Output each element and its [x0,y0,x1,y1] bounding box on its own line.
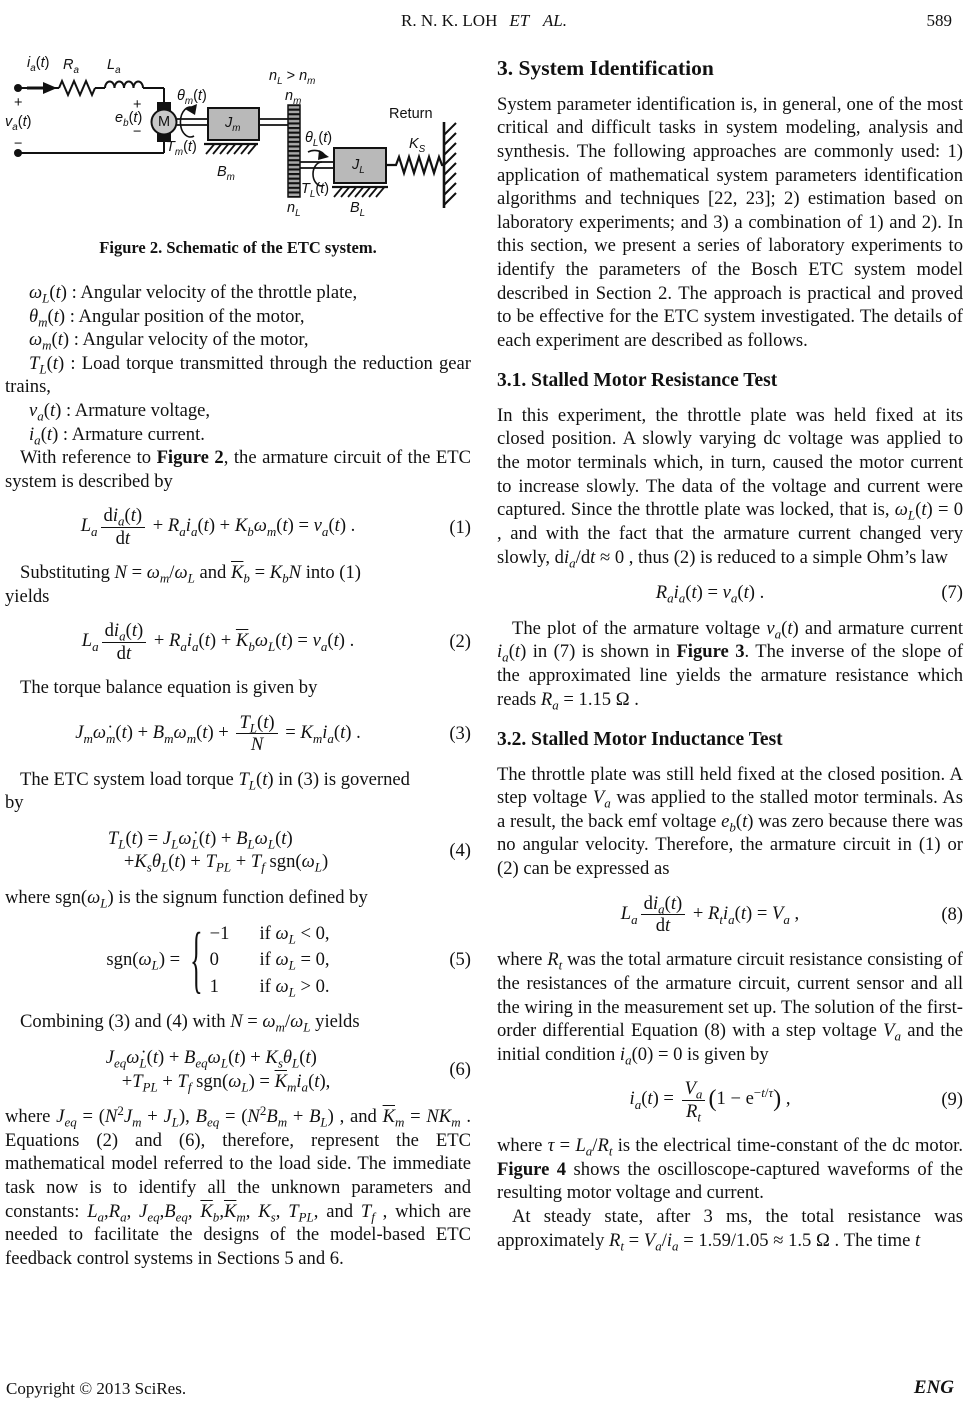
equation-7-number: (7) [941,582,963,604]
equation-1-number: (1) [449,516,471,538]
gear-motor-teeth-label: $n_m$ [285,88,302,107]
definition-i-a: $i_a(t)$ : Armature current. [29,423,205,448]
equation-4-number: (4) [449,839,471,861]
equation-8-body: $L_a$ $\frac{di_a(t)}{dt}$ + $R_ti_a(t) = V_a$ , [620,892,800,936]
gear-inequality-label: $n_L > n_m$ [269,68,316,87]
substituting-paragraph: Substituting $N = \omega_m/\omega_L$ and $\overline{K}_b = K_bN$ into (1) yields [5,562,361,607]
section-32-paragraph: The throttle plate was still held fixed at the closed position. A step voltage $V_a$ was applied to the stalled motor terminals. As a result, the back emf voltage $e_b(t)$ was zero because there was no angular velocity. Therefore, the armature circuit in (1) or (2) can be expressed as [497,763,963,880]
copyright-notice: Copyright © 2013 SciRes. [6,1379,187,1399]
motor-torque-label: $T_m(t)$ [166,139,197,158]
running-head-authors: R. N. K. LOH [401,11,498,30]
motor-damping-label: $B_m$ [217,164,235,183]
signum-paragraph: where $sgn(\omega_L)$ is the signum function defined by [5,886,368,911]
equation-8 [497,893,963,937]
spring-symbol [386,157,444,173]
motor-inertia-label: $J_m$ [225,115,241,134]
figure2 [5,55,471,259]
page-header [0,10,968,32]
resistor-symbol [59,81,95,95]
section-32-paragraph-3: where $\tau = L_a/R_t$ is the electrical time-constant of the dc motor. Figure 4 shows the oscilloscope-captured waveforms of the resulting motor voltage and current. [497,1135,963,1204]
equation-6-line2: $+T_{PL} + T_f$ $sgn(\omega_L) = \overline{K}_mi_a(t)$, [121,1070,331,1095]
section-31-paragraph: In this experiment, the throttle plate was held fixed at its closed position. A slowly varying dc voltage was applied to the motor terminals which, in turn, caused the motor current to increase slowly. The data of the voltage and current were captured. Since the throttle plate was locked, that is, $\omega_L(t) = 0$ , and with the fact that the armature current changed very slowly, $di_a/dt \approx 0$ , thus (2) is reduced to a simple Ohm’s law [497,404,963,571]
back-emf-label: $e_b(t)$ [115,110,143,129]
equation-6 [5,1046,471,1093]
case-cond-zero: if $\omega_L = 0$, [259,949,330,973]
section-32-paragraph-2: where $R_t$ was the total armature circuit resistance consisting of the resistances of the armature circuit, current sensor and all the wiring in the measurement set up. The solution of the first-order differential Equation (8) with a step voltage $V_a$ and the initial condition $i_a(0) = 0$ is given by [497,949,963,1068]
definition-omega-m: $\omega_m(t)$ : Angular velocity of the motor, [29,329,309,353]
armature-current-label: $i_a(t)$ [27,55,50,74]
equation-9-body: $i_a(t)$ = $\frac{V_a}{R_t}$ $(1 - e^{-t/\tau})$ , [629,1078,791,1125]
definition-omega-L: $\omega_L(t)$ : Angular velocity of the throttle plate, [29,281,358,306]
definition-v-a: $v_a(t)$ : Armature voltage, [29,400,211,424]
equation-9 [497,1078,963,1125]
equation-8-number: (8) [941,903,963,925]
gear-load-teeth-label: $n_L$ [287,200,301,219]
closing-paragraph: where $J_{eq} = (N^2J_m + J_L)$, $B_{eq} = (N^2B_m + B_L)$ , and $\overline{K}_m = NK_m$ . Equations (2) and (6), therefore, represent the ETC mathematical model referred to the load side. The immediate task now is to identify all the unknown parameters and constants: $L_a,R_a$, $J_{eq},B_{eq}$, $\overline{K}_b,\overline{K}_m$, $K_s$, $T_{PL}$, and $T_f$ , which are needed to facilitate the designs of the model-based ETC feedback control systems in Sections 5 and 6. [5,1103,472,1269]
definition-theta-m: $\theta_m(t)$ : Angular position of the motor, [29,305,305,330]
section-31-paragraph-2: The plot of the armature voltage $v_a(t)$ and armature current $i_a(t)$ in (7) is shown in Figure 3. The inverse of the slope of the approximated line yields the armature resistance which reads $R_a = 1.15$ Ω . [497,617,964,713]
combining-paragraph: Combining (3) and (4) with $N = \omega_m/\omega_L$ yields [20,1011,360,1036]
load-angle-label: $\theta_L(t)$ [305,130,333,149]
equation-2 [5,620,471,664]
equation-4 [5,827,471,874]
equation-6-line1: $J_{eq}\omegȧ_L(t) + B_{eq}\omega_L(t) + K_s\theta_L(t)$ [105,1047,317,1071]
load-inertia-label: $J_L$ [352,157,365,176]
case-value-zero: 0 [209,949,219,971]
page-number: 589 [926,11,952,30]
load-damping-label: $B_L$ [350,200,366,219]
gear-shaft-upper [259,119,288,125]
spring-constant-label: $K_S$ [409,136,426,155]
signum-cases [210,922,330,999]
source-voltage-label: $v_a(t)$ [5,114,32,133]
load-torque-paragraph: The ETC system load torque $T_L(t)$ in (3) is governed by [5,768,410,814]
left-column [5,54,471,1270]
inductance-label: $L_a$ [107,57,121,76]
equation-7-body: $R_ai_a(t) = v_a(t)$ . [655,582,765,606]
running-head [0,10,968,32]
equation-2-body: $L_a$ $\frac{di_a(t)}{dt}$ + $R_ai_a(t) + \overline{K}_b\omega_L(t) = v_a(t)$ . [81,620,355,664]
figure2-caption: Figure 2. Schematic of the ETC system. [99,238,377,257]
equation-3-number: (3) [449,722,471,744]
case-cond-neg: if $\omega_L < 0$, [259,922,330,947]
emf-plus-sign: + [133,97,142,113]
equation-3-body: $J_m\omegȧ_m(t) + B_m\omega_m(t)$ + $\frac{T_L(t)}{N}$ = $K_mi_a(t)$ . [75,711,361,756]
wall-hatch [444,122,456,208]
equation-5 [5,917,471,1003]
source-minus-sign: − [14,136,23,152]
load-torque-label: $T_L(t)$ [301,181,330,200]
resistance-label: $R_a$ [63,57,79,76]
return-label: Return [389,106,433,122]
rotation-arrow-motor [180,104,197,137]
equation-1-body: $L_a$ $\frac{di_a(t)}{dt}$ + $R_ai_a(t) + K_b\omega_m(t) = v_a(t)$ . [80,505,356,549]
section-31-title: 3.1. Stalled Motor Resistance Test [497,370,778,392]
equation-1 [5,505,471,549]
emf-minus-sign: − [133,124,142,140]
case-cond-pos: if $\omega_L > 0$. [259,975,330,1000]
equation-9-number: (9) [941,1089,963,1111]
torque-balance-paragraph: The torque balance equation is given by [20,677,318,699]
etc-schematic-drawing [5,55,463,220]
equation-4-line2: $+K_s\theta_L(t) + T_{PL} + T_f$ $sgn(\omega_L)$ [123,851,329,876]
equation-2-number: (2) [449,631,471,653]
page-footer [6,1378,954,1400]
section-3-title: 3. System Identification [497,56,714,80]
equation-7 [497,581,963,605]
equation-4-line1: $T_L(t)$ = $J_L\omegȧ_L(t) + B_L\omega_L(t)$ [107,827,293,852]
equation-6-number: (6) [449,1058,471,1080]
journal-code: ENG [913,1376,954,1398]
intro-paragraph: With reference to Figure 2, the armature circuit of the ETC system is described by [5,447,471,492]
case-value-neg: −1 [209,922,230,944]
motor-m-label: M [158,114,171,130]
cases-brace: { [190,917,203,1003]
motor-angle-label: $\theta_m(t)$ [177,88,207,107]
definition-T-L: $T_L(t)$ : Load torque transmitted through the reduction gear trains, [5,352,471,398]
figure2-schematic [5,55,463,220]
section-32-title: 3.2. Stalled Motor Inductance Test [497,729,783,751]
case-value-pos: 1 [209,975,219,997]
section-32-paragraph-4: At steady state, after 3 ms, the total resistance was approximately $R_t = V_a/i_a = 1.59/1.05 \approx 1.5$ Ω . The time t [497,1206,963,1254]
equation-5-lhs: $sgn(\omega_L)$ = [106,949,181,973]
source-plus-sign: + [14,95,23,111]
equation-3 [5,712,471,756]
motor-shaft [177,119,208,125]
gear-block [288,105,300,197]
motor-ground-hatch [204,144,258,154]
equation-5-number: (5) [449,949,471,971]
right-column [497,54,963,1270]
section-3-paragraph: System parameter identification is, in general, one of the most critical and difficult tasks in system modeling, analysis and synthesis. The following approaches are commonly used: 1) application of mathematical system parameters identification algorithms and techniques [22, 23]; 2) estimation based on laboratory experiments; and 3) a combination of 1) and 2). In this section, we present a series of laboratory experiments to identify the parameters of the Bosch ETC system model described in Section 2. The approach is practical and proved to be effective for the ETC system investigated. The details of each experiment are described as follows. [497,93,963,351]
load-ground-hatch [332,187,388,197]
running-head-etal: ET AL. [509,11,567,30]
inductor-symbol [105,82,143,89]
current-arrow [27,82,57,94]
